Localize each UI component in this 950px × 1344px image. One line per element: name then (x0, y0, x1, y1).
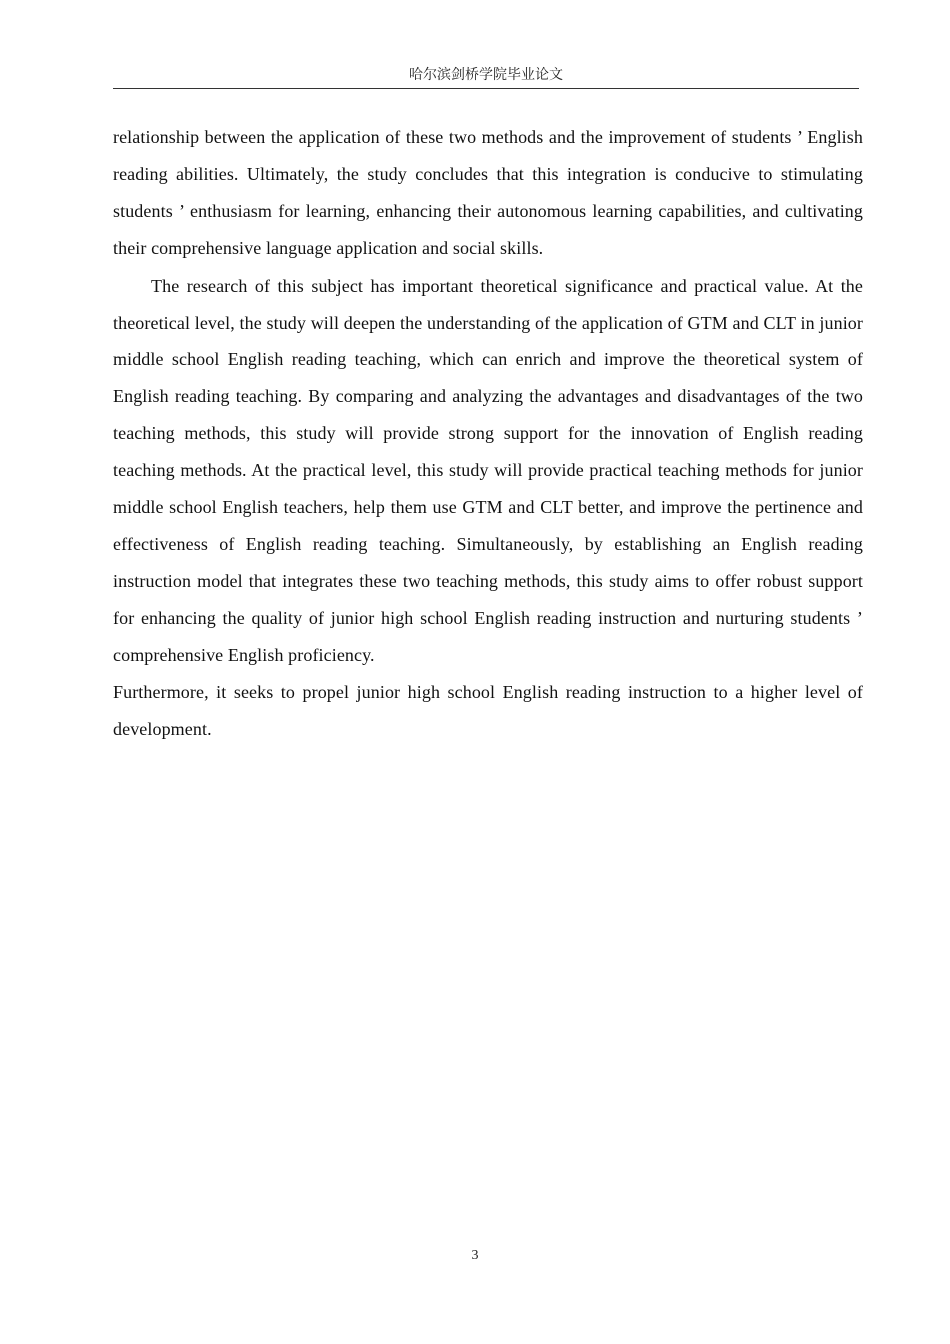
page-number: 3 (471, 1248, 479, 1263)
page-header: 哈尔滨剑桥学院毕业论文 (113, 66, 859, 89)
body-text (113, 119, 863, 747)
paragraph-continuation: relationship between the application of these two methods and the improvement of students ’ English reading abilities. Ultimately, the study concludes that this integration is conducive to stimulating students ’ enthusiasm for learning, enhancing their autonomous learning capabilities, and cultivating their comprehensive language application and social skills. (113, 127, 863, 258)
paragraph-conclusion: Furthermore, it seeks to propel junior high school English reading instruction to a higher level of development. (113, 681, 863, 739)
paragraph-significance: The research of this subject has important theoretical significance and practical value. At the theoretical level, the study will deepen the understanding of the application of GTM and CLT in junior middle school English reading teaching, which can enrich and improve the theoretical system of English reading teaching. By comparing and analyzing the advantages and disadvantages of the two teaching methods, this study will provide strong support for the innovation of English reading teaching methods. At the practical level, this study will provide practical teaching methods for junior middle school English teachers, help them use GTM and CLT better, and improve the pertinence and effectiveness of English reading teaching. Simultaneously, by establishing an English reading instruction model that integrates these two teaching methods, this study aims to offer robust support for enhancing the quality of junior high school English reading instruction and nurturing students ’ comprehensive English proficiency. (113, 275, 863, 665)
